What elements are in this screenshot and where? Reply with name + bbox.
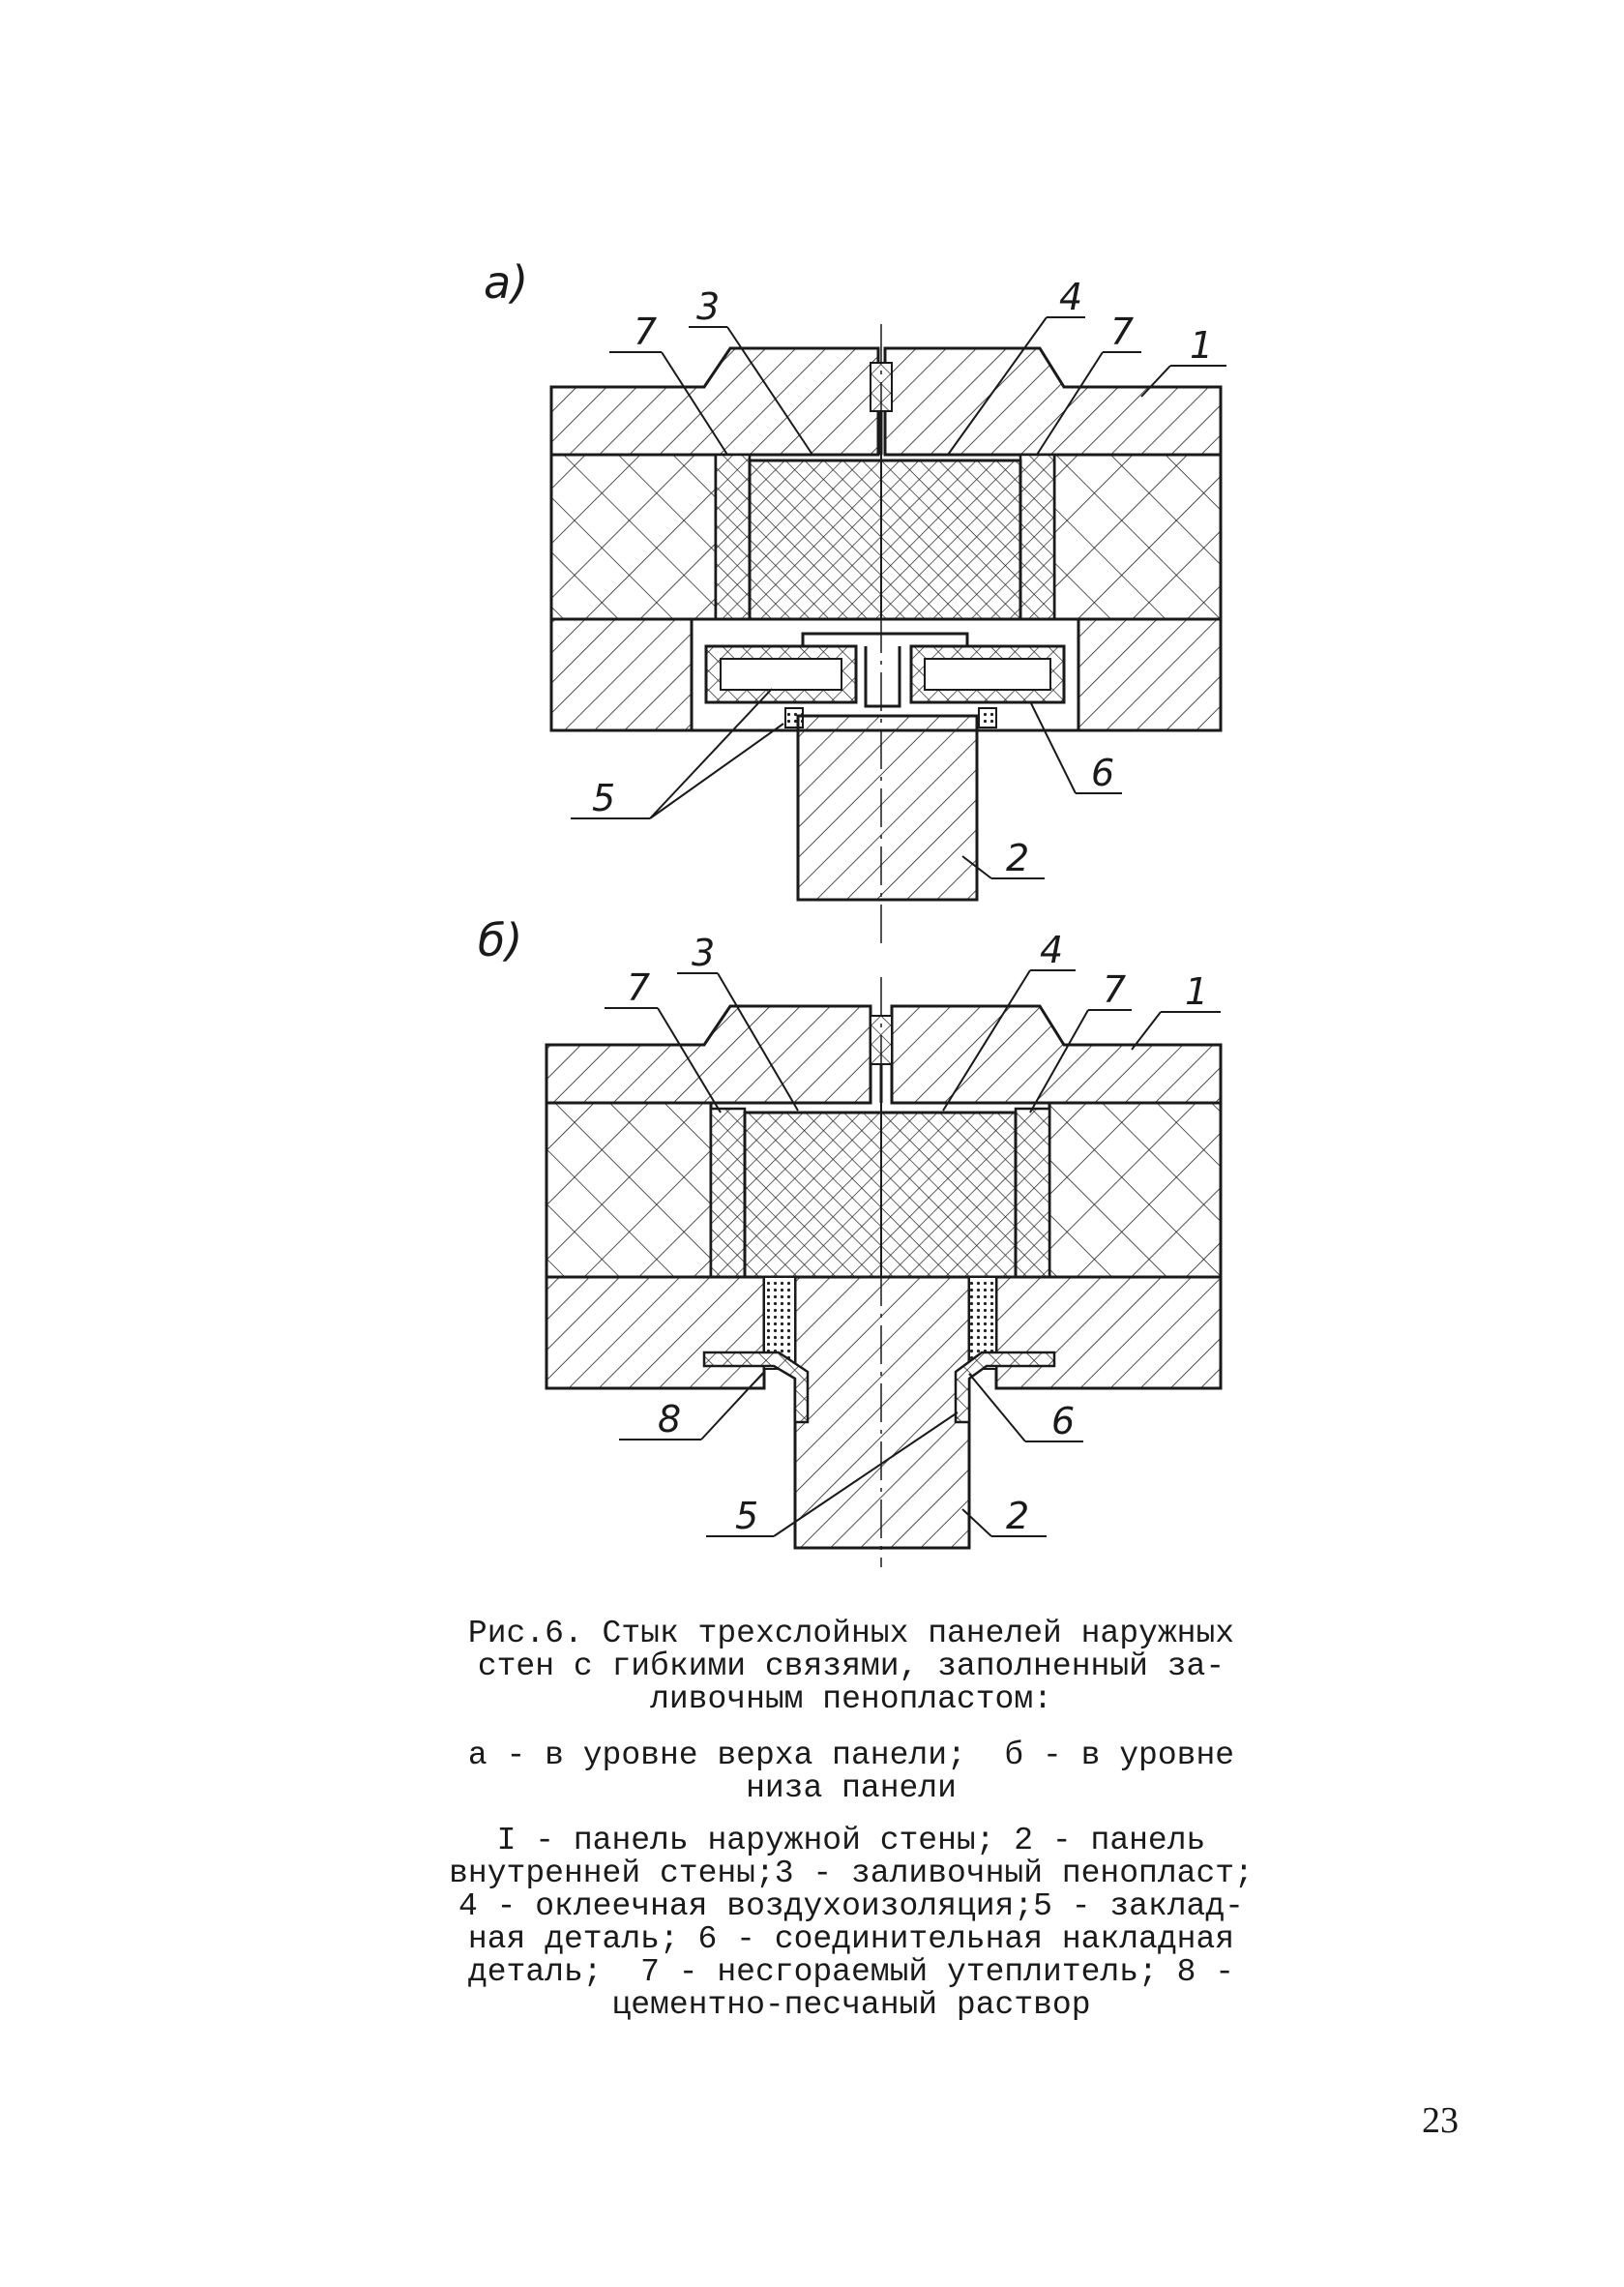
caption-subtitle-line: низа панели: [746, 1770, 957, 1806]
caption-legend-line: деталь; 7 - несгораемый утеплитель; 8 -: [467, 1954, 1235, 1990]
insulation-right-b: [1049, 1103, 1221, 1277]
variant-a-label: а): [484, 256, 529, 309]
embedded-part-right-a: [979, 708, 996, 728]
figure-caption-subtitle: [406, 1739, 1296, 1805]
callout-7-left-a: 7: [634, 311, 658, 353]
foam-fill-a: [750, 460, 1020, 619]
callout-7-left-b: 7: [627, 966, 651, 1009]
callout-1-a: 1: [1190, 324, 1214, 367]
variant-a-drawing: [484, 256, 1226, 948]
caption-title-line: Рис.6. Стык трехслойных панелей наружных: [467, 1616, 1235, 1651]
inner-wall-panel-a: [798, 716, 977, 900]
fireproof-insulation-right-a: [1020, 455, 1054, 619]
variant-b-drawing: [478, 914, 1221, 1567]
callout-7-right-b: 7: [1103, 968, 1127, 1011]
caption-title-line: стен с гибкими связями, заполненный за-: [477, 1648, 1225, 1684]
callout-2-b: 2: [1006, 1495, 1030, 1537]
inner-wall-panel-b: [795, 1277, 969, 1548]
page-number: 23: [1422, 2100, 1459, 2141]
callout-5-b: 5: [735, 1495, 759, 1537]
callout-6-b: 6: [1051, 1400, 1076, 1442]
fireproof-insulation-right-b: [1016, 1109, 1049, 1277]
callout-7-right-a: 7: [1110, 311, 1135, 353]
caption-legend-line: цементно-песчаный раствор: [611, 1987, 1091, 2023]
caption-legend-line: 4 - оклеечная воздухоизоляция;5 - заклад-: [458, 1888, 1244, 1924]
figure-caption-title: [406, 1618, 1296, 1716]
outer-panel-a: [551, 348, 878, 455]
insulation-left-a: [551, 455, 716, 619]
fireproof-insulation-left-a: [716, 455, 750, 619]
callout-1-b: 1: [1185, 970, 1209, 1013]
callout-2-a: 2: [1006, 837, 1030, 879]
variant-b-label: б): [478, 914, 523, 966]
insulation-right-a: [1054, 455, 1221, 619]
callout-8-b: 8: [658, 1398, 682, 1441]
fireproof-insulation-left-b: [711, 1109, 745, 1277]
callout-4-b: 4: [1040, 929, 1064, 971]
callout-5-a: 5: [592, 777, 616, 819]
callout-6-a: 6: [1091, 752, 1115, 794]
caption-subtitle-line: а - в уровне верха панели; б - в уровне: [467, 1738, 1235, 1773]
outer-panel-b: [546, 1006, 871, 1103]
callout-3-b: 3: [692, 932, 716, 974]
caption-legend-line: внутренней стены;3 - заливочный пенопласт;: [449, 1856, 1254, 1891]
caption-title-line: ливочным пенопластом:: [650, 1681, 1052, 1717]
insulation-left-b: [546, 1103, 711, 1277]
caption-legend-line: I - панель наружной стены; 2 - панель: [496, 1823, 1206, 1858]
callout-3-a: 3: [696, 285, 721, 328]
caption-legend-line: ная деталь; 6 - соединительная накладная: [467, 1921, 1235, 1957]
callout-4-a: 4: [1059, 276, 1083, 318]
figure-caption-legend: [406, 1825, 1296, 2022]
